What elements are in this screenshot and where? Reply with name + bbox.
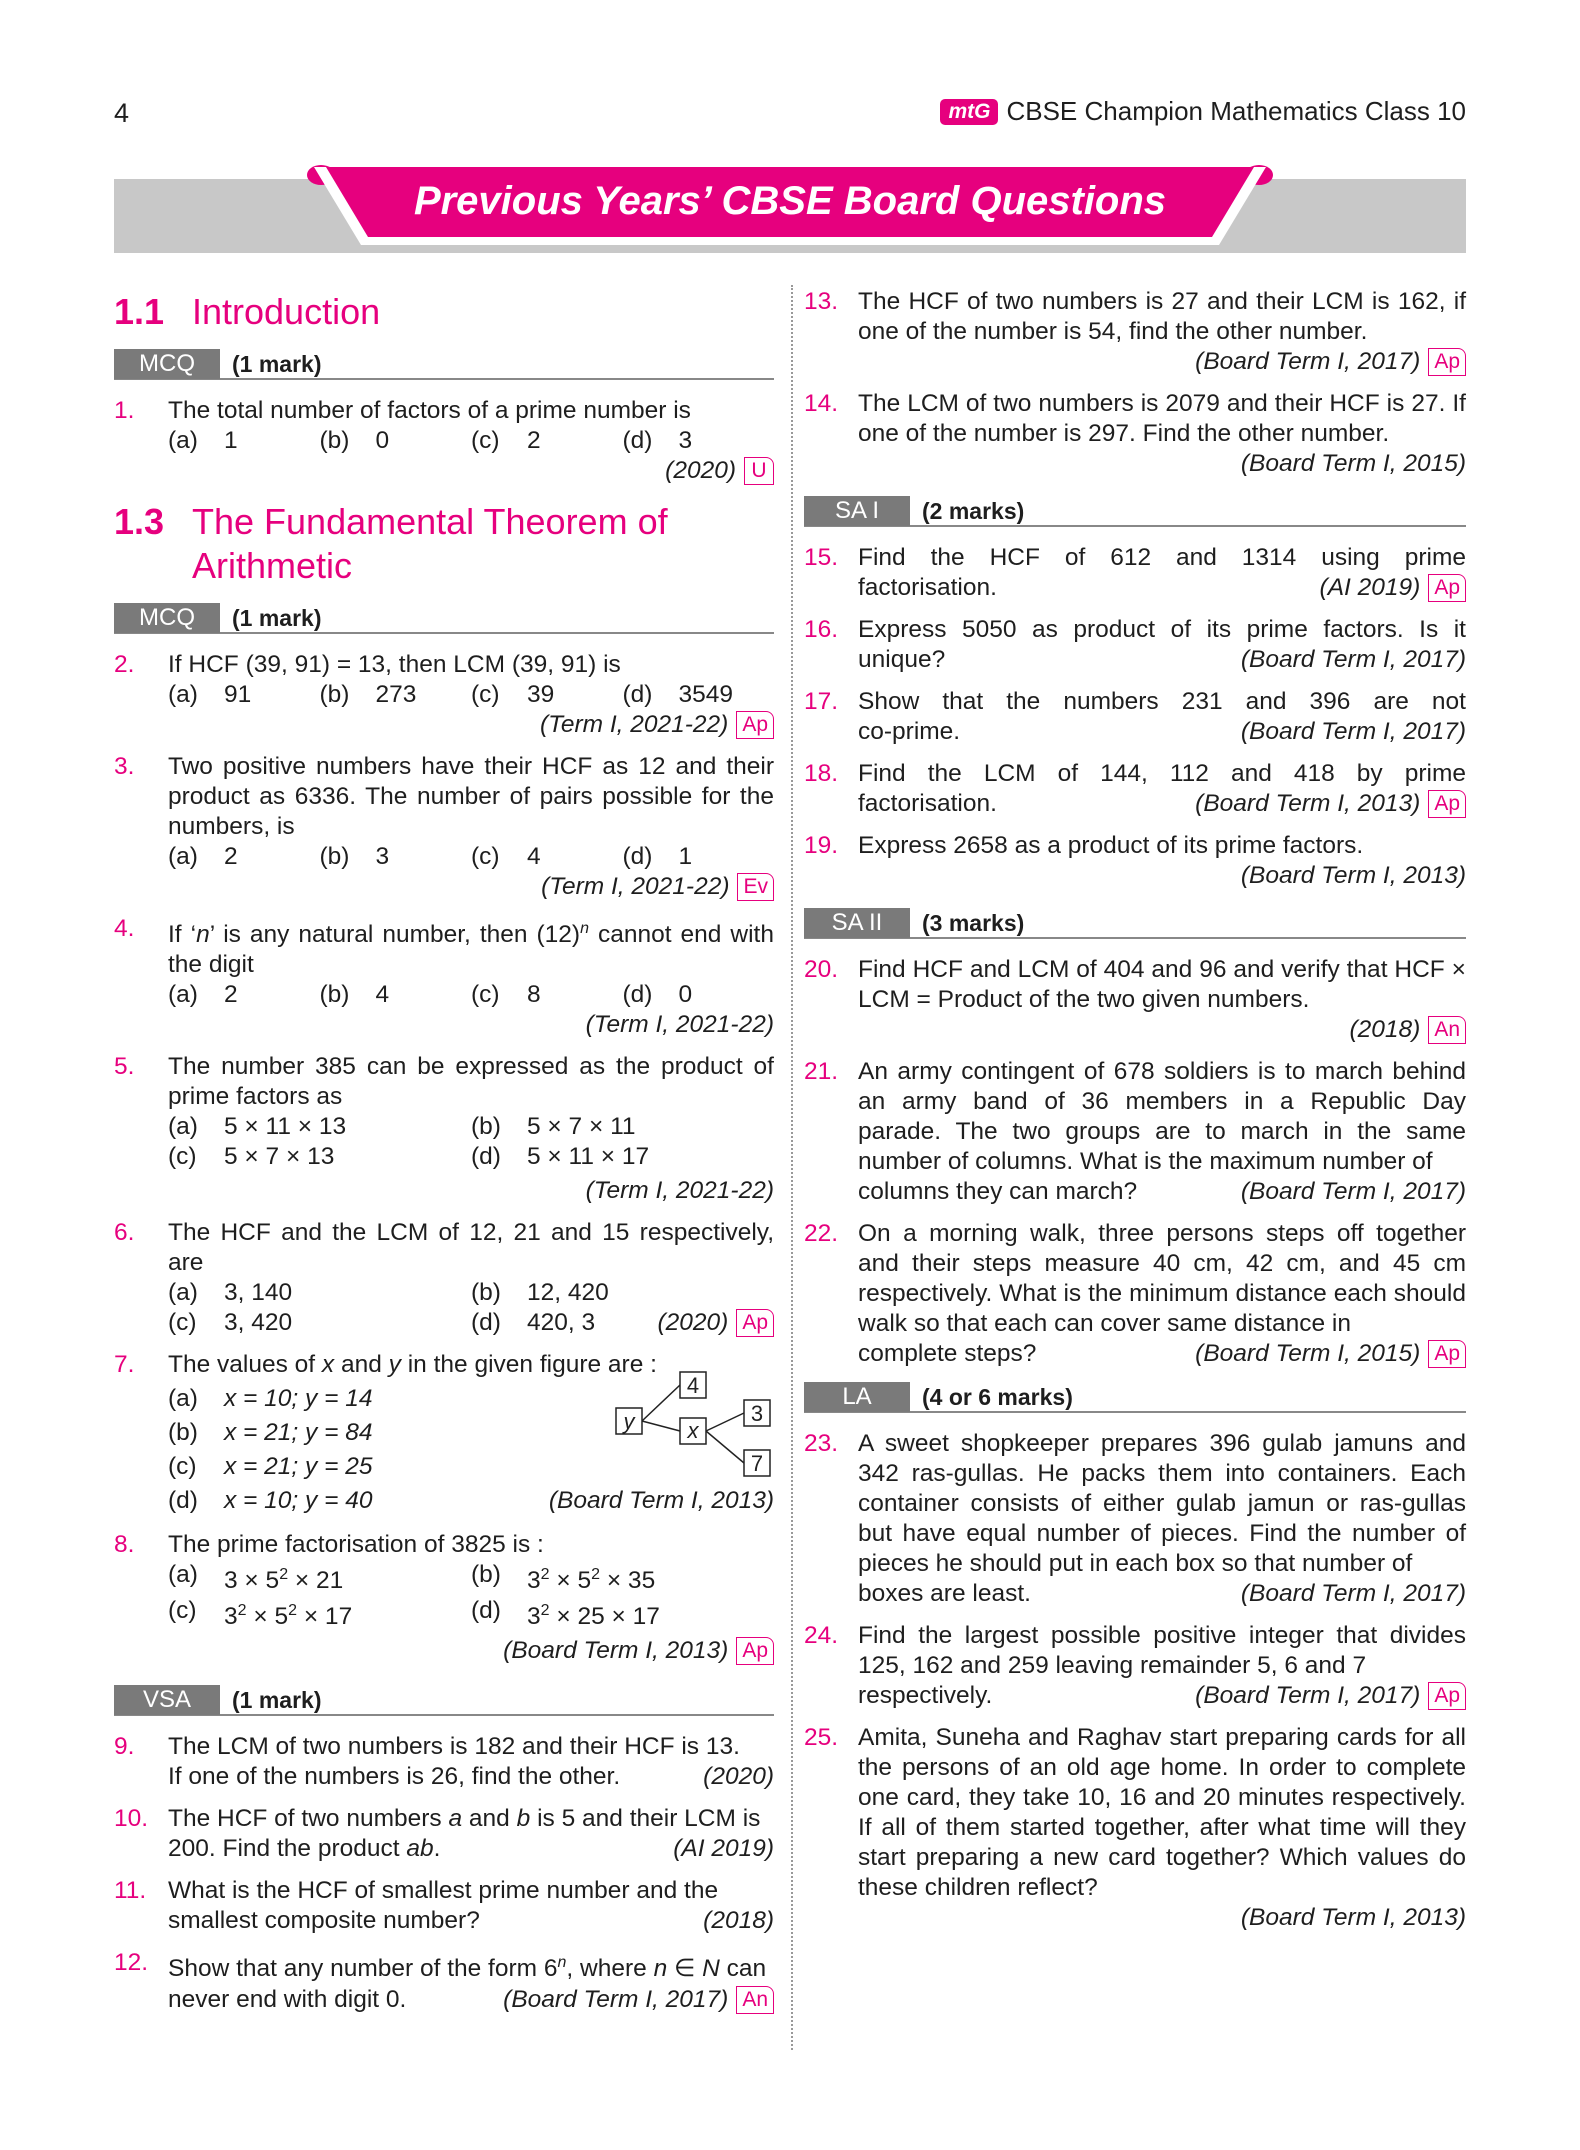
question-5: 5. The number 385 can be expressed as the product of prime factors as (a) 5 × 11 × 13 (b) 5 × 7 × 11 (c) 5 × 7 × 13 (d) 5 × 11 × 17 (Term I, 2021-22) — [114, 1053, 774, 1205]
level-tag: Ap — [1428, 1682, 1466, 1710]
banner-title: Previous Years’ CBSE Board Questions — [413, 179, 1167, 223]
question-25: 25. Amita, Suneha and Raghav start preparing cards for all the persons of an old age home. In order to complete one card, they take 10, 16 and 20 minutes respectively. If all of them started together, after what time will they start preparing a new card together? Which values do these children reflect? (Board Term I, 2013) — [804, 1724, 1466, 1931]
question-6: 6. The HCF and the LCM of 12, 21 and 15 respectively, are (a) 3, 140 (b) 12, 420 (c) 3, 420 (d) 420, 3 (2020) Ap — [114, 1219, 774, 1337]
level-tag: Ap — [1428, 790, 1466, 818]
question-17: 17. Show that the numbers 231 and 396 are not co-prime. (Board Term I, 2017) — [804, 688, 1466, 745]
question-20: 20. Find HCF and LCM of 404 and 96 and verify that HCF × LCM = Product of the two given numbers. (2018) An — [804, 956, 1466, 1043]
question-13: 13. The HCF of two numbers is 27 and their LCM is 162, if one of the number is 54, find the other number. (Board Term I, 2017) Ap — [804, 288, 1466, 375]
question-19: 19. Express 2658 as a product of its prime factors. (Board Term I, 2013) — [804, 832, 1466, 889]
mcq-header: MCQ (1 mark) — [114, 604, 774, 634]
question-16: 16. Express 5050 as product of its prime factors. Is it unique? (Board Term I, 2017) — [804, 616, 1466, 673]
question-23: 23. A sweet shopkeeper prepares 396 gulab jamuns and 342 ras-gullas. He packs them into containers. Each container consists of either gulab jamun or ras-gullas but have equal number of pieces. Find the number of pieces he should put in each box so that number of boxes are least. (Board Term I, 2017) — [804, 1430, 1466, 1607]
level-tag: Ap — [1428, 348, 1466, 376]
question-7: 7. The values of x and y in the given figure are : (a) x = 10; y = 14 (b) x = 21; y = 84 (c) x = 21; y = 25 (d) x = 10; y = 40 (Board Term I, 2013) y 4 x 3 7 — [114, 1351, 774, 1515]
page-number: 4 — [114, 98, 130, 128]
mcq-header: MCQ (1 mark) — [114, 350, 774, 380]
factor-tree-figure — [614, 1370, 774, 1480]
question-4: 4. If ‘n’ is any natural number, then $(12)^n$ cannot end with the digit (a) 2 (b) 4 (c) 8 (d) 0 (Term I, 2021-22) — [114, 915, 774, 1039]
question-22: 22. On a morning walk, three persons steps off together and their steps measure 40 cm, 42 cm, and 45 cm respectively. What is the minimum distance each should walk so that each can cover same distance in complete steps? (Board Term I, 2015) Ap — [804, 1220, 1466, 1367]
level-tag: An — [736, 1986, 774, 2014]
level-tag: Ev — [737, 873, 774, 901]
question-18: 18. Find the LCM of 144, 112 and 418 by prime factorisation. (Board Term I, 2013) Ap — [804, 760, 1466, 817]
fig-4-label: 4 — [686, 1373, 700, 1399]
fig-7-label: 7 — [750, 1451, 764, 1477]
question-9: 9. The LCM of two numbers is 182 and their HCF is 13. If one of the numbers is 26, find the other. (2020) — [114, 1733, 774, 1791]
section-1-3-heading: 1.3 The Fundamental Theorem of Arithmetic — [114, 501, 668, 586]
level-tag: An — [1428, 1016, 1466, 1044]
column-divider — [791, 285, 793, 2050]
book-title: CBSE Champion Mathematics Class 10 — [1006, 96, 1466, 126]
question-12: 12. Show that any number of the form 6$^n$, where n ∈ N can never end with digit 0. (Board Term I, 2017) An — [114, 1948, 774, 2014]
level-tag: Ap — [1428, 1340, 1466, 1368]
fig-3-label: 3 — [750, 1401, 764, 1427]
level-tag: Ap — [1428, 574, 1466, 602]
question-21: 21. An army contingent of 678 soldiers is to march behind an army band of 36 members in a Republic Day parade. The two groups are to march in the same number of columns. What is the maximum number of columns they can march? (Board Term I, 2017) — [804, 1058, 1466, 1205]
left-column — [114, 282, 774, 2027]
fig-x-label: x — [687, 1418, 699, 1444]
level-tag: Ap — [736, 1637, 774, 1665]
section-banner — [114, 163, 1466, 255]
level-tag: U — [744, 457, 774, 485]
running-header — [940, 96, 1466, 127]
level-tag: Ap — [736, 1309, 774, 1337]
vsa-header: VSA (1 mark) — [114, 1686, 774, 1716]
question-1: 1. The total number of factors of a prime number is (a) 1 (b) 0 (c) 2 (d) 3 (2020) U — [114, 396, 774, 486]
sa2-header: SA II (3 marks) — [804, 909, 1466, 939]
question-24: 24. Find the largest possible positive integer that divides 125, 162 and 259 leaving remainder 5, 6 and 7 respectively. (Board Term I, 2017) Ap — [804, 1622, 1466, 1709]
level-tag: Ap — [736, 711, 774, 739]
question-14: 14. The LCM of two numbers is 2079 and their HCF is 27. If one of the number is 297. Find the other number. (Board Term I, 2015) — [804, 390, 1466, 477]
source: (2020) U — [168, 456, 774, 486]
la-header: LA (4 or 6 marks) — [804, 1383, 1466, 1413]
options: (a) 1 (b) 0 (c) 2 (d) 3 — [168, 427, 693, 454]
fig-y-label: y — [623, 1409, 635, 1435]
mtg-logo: mtG — [940, 99, 998, 125]
question-3: 3. Two positive numbers have their HCF as 12 and their product as 6336. The number of pairs possible for the numbers, is (a) 2 (b) 3 (c) 4 (d) 1 (Term I, 2021-22) Ev — [114, 753, 774, 900]
section-1-1-heading: 1.1 Introduction — [114, 291, 381, 332]
question-11: 11. What is the HCF of smallest prime number and the smallest composite number? (2018) — [114, 1877, 774, 1935]
question-8: 8. The prime factorisation of 3825 is : (a) $3 \times 5^2 \times 21$ (b) $3^2 \times 5^2 \times 35$ (c) $3^2 \times 5^2 \times 17$ (d) $3^2 \times 25 \times 17$ (Board Term I, 2013) Ap — [114, 1530, 774, 1666]
question-2: 2. If HCF (39, 91) = 13, then LCM (39, 91) is (a) 91 (b) 273 (c) 39 (d) 3549 (Term I, 2021-22) Ap — [114, 650, 774, 740]
sa1-header: SA I (2 marks) — [804, 497, 1466, 527]
question-10: 10. The HCF of two numbers a and b is 5 and their LCM is 200. Find the product ab. (AI 2019) — [114, 1805, 774, 1863]
right-column — [804, 287, 1466, 1945]
question-15: 15. Find the HCF of 612 and 1314 using prime factorisation. (AI 2019) Ap — [804, 544, 1466, 601]
